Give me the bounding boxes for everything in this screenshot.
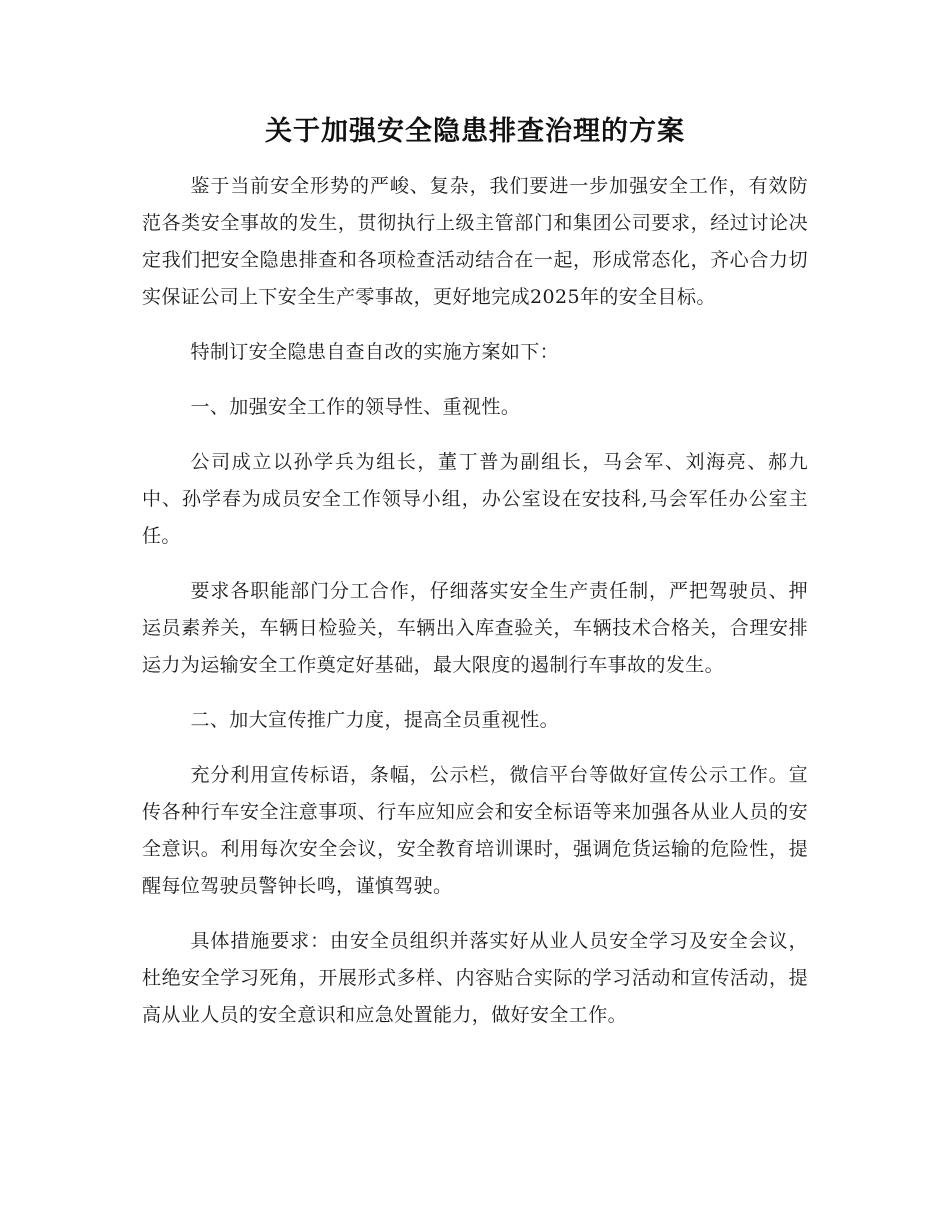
paragraph-leadership-group: 公司成立以孙学兵为组长，董丁普为副组长，马会军、刘海亮、郝九中、孙学春为成员安全工作领导小组，办公室设在安技科,马会军任办公室主任。: [142, 451, 808, 547]
document-title: 关于加强安全隐患排查治理的方案: [265, 116, 685, 147]
paragraph-measures: 具体措施要求：由安全员组织并落实好从业人员安全学习及安全会议，杜绝安全学习死角，开展形式多样、内容贴合实际的学习活动和宣传活动，提高从业人员的安全意识和应急处置能力，做好安全工作。: [142, 930, 808, 1026]
paragraph-responsibilities: 要求各职能部门分工合作，仔细落实安全生产责任制，严把驾驶员、押运员素养关，车辆日检验关，车辆出入库查验关，车辆技术合格关，合理安排运力为运输安全工作奠定好基础，最大限度的遏制行车事故的发生。: [142, 580, 808, 676]
paragraph-intro: 鉴于当前安全形势的严峻、复杂，我们要进一步加强安全工作，有效防范各类安全事故的发生，贯彻执行上级主管部门和集团公司要求，经过讨论决定我们把安全隐患排查和各项检查活动结合在一起，形成常态化，齐心合力切实保证公司上下安全生产零事故，更好地完成2025年的安全目标。: [142, 175, 808, 308]
paragraph-plan-lead: 特制订安全隐患自查自改的实施方案如下：: [190, 341, 560, 363]
paragraph-publicity: 充分利用宣传标语，条幅，公示栏，微信平台等做好宣传公示工作。宣传各种行车安全注意事项、行车应知应会和安全标语等来加强各从业人员的安全意识。利用每次安全会议，安全教育培训课时，强调危货运输的危险性，提醒每位驾驶员警钟长鸣，谨慎驾驶。: [142, 764, 808, 897]
document-body: [142, 112, 808, 1052]
section-heading-1: 一、加强安全工作的领导性、重视性。: [190, 396, 521, 418]
section-heading-2: 二、加大宣传推广力度，提高全员重视性。: [190, 709, 560, 731]
